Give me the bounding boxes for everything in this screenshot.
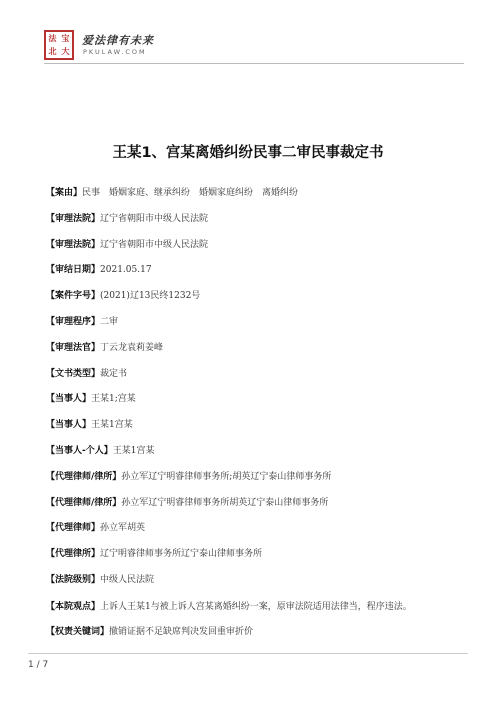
field-label: 【当事人】 bbox=[46, 394, 92, 405]
field-label: 【案由】 bbox=[46, 188, 83, 198]
field-case-number bbox=[46, 289, 452, 304]
field-procedure bbox=[46, 315, 452, 330]
field-parties-individual bbox=[46, 444, 452, 459]
field-parties bbox=[46, 418, 452, 433]
logo-char: 法 bbox=[48, 33, 57, 43]
field-value: (2021)辽13民终1232号 bbox=[100, 291, 201, 302]
logo-char: 大 bbox=[61, 46, 70, 56]
field-document-type bbox=[46, 367, 452, 382]
field-label: 【权责关键词】 bbox=[46, 626, 110, 637]
field-value: 王某1宫某 bbox=[91, 420, 133, 431]
field-value: 中级人民法院 bbox=[100, 574, 155, 585]
footer-divider bbox=[28, 653, 468, 654]
field-value: 丁云龙袁莉姜峰 bbox=[100, 342, 164, 353]
field-label: 【文书类型】 bbox=[46, 368, 101, 379]
case-info-list bbox=[46, 186, 452, 651]
field-value: 孙立军辽宁明睿律师事务所;胡英辽宁泰山律师事务所 bbox=[121, 471, 332, 482]
pkulaw-logo bbox=[44, 30, 74, 60]
document-title: 王某1、宫某离婚纠纷民事二审民事裁定书 bbox=[112, 145, 384, 161]
field-value: 王某1;宫某 bbox=[91, 394, 136, 405]
field-label: 【代理律师/律所】 bbox=[46, 471, 122, 482]
field-closing-date bbox=[46, 263, 452, 278]
field-lawyers-firms bbox=[46, 470, 452, 485]
field-label: 【代理律师】 bbox=[46, 523, 101, 534]
field-value: 孙立军辽宁明睿律师事务所胡英辽宁泰山律师事务所 bbox=[121, 497, 329, 508]
field-court bbox=[46, 212, 452, 227]
field-court-opinion bbox=[46, 599, 452, 616]
field-label: 【法院级别】 bbox=[46, 574, 101, 585]
field-label: 【当事人】 bbox=[46, 420, 92, 431]
field-value: 撤销证据不足缺席判决发回重审折价 bbox=[109, 626, 254, 637]
field-parties bbox=[46, 392, 452, 407]
header-divider bbox=[44, 63, 464, 64]
field-lawyers bbox=[46, 521, 452, 536]
logo-char: 北 bbox=[48, 46, 57, 56]
field-label: 【审理法院】 bbox=[46, 213, 101, 224]
field-value: 辽宁省朝阳市中级人民法院 bbox=[100, 239, 209, 250]
field-value: 民事 婚姻家庭、继承纠纷 婚姻家庭纠纷 离婚纠纷 bbox=[82, 188, 299, 198]
field-label: 【当事人-个人】 bbox=[46, 445, 113, 456]
field-value: 辽宁省朝阳市中级人民法院 bbox=[100, 213, 209, 224]
field-value: 王某1宫某 bbox=[112, 445, 155, 456]
field-value: 二审 bbox=[100, 316, 119, 327]
field-label: 【代理律师/律所】 bbox=[46, 497, 122, 508]
field-label: 【代理律所】 bbox=[46, 549, 101, 560]
field-keywords bbox=[46, 625, 452, 640]
brand-domain: PKULAW.COM bbox=[83, 48, 147, 56]
field-label: 【审理程序】 bbox=[46, 316, 101, 327]
field-value: 裁定书 bbox=[100, 368, 128, 379]
field-value: 上诉人王某1与被上诉人宫某离婚纠纷一案，原审法院适用法律当，程序违法。 bbox=[100, 601, 412, 612]
logo-char: 宝 bbox=[61, 33, 70, 43]
field-label: 【案件字号】 bbox=[46, 291, 101, 302]
field-value: 辽宁明睿律师事务所辽宁泰山律师事务所 bbox=[100, 549, 263, 560]
field-label: 【审理法院】 bbox=[46, 239, 101, 250]
brand-slogan: 爱法律有未来 bbox=[82, 34, 154, 47]
page-header bbox=[44, 30, 464, 74]
field-lawyers-firms bbox=[46, 496, 452, 511]
field-label: 【审结日期】 bbox=[46, 265, 101, 276]
field-law-firms bbox=[46, 547, 452, 562]
field-judges bbox=[46, 341, 452, 356]
field-cause bbox=[46, 186, 452, 201]
field-label: 【本院观点】 bbox=[46, 601, 101, 612]
field-value: 2021.05.17 bbox=[100, 265, 152, 276]
field-court-level bbox=[46, 573, 452, 588]
field-court bbox=[46, 238, 452, 253]
field-value: 孙立军胡英 bbox=[100, 523, 146, 534]
page-number: 1 / 7 bbox=[28, 660, 49, 670]
field-label: 【审理法官】 bbox=[46, 342, 101, 353]
